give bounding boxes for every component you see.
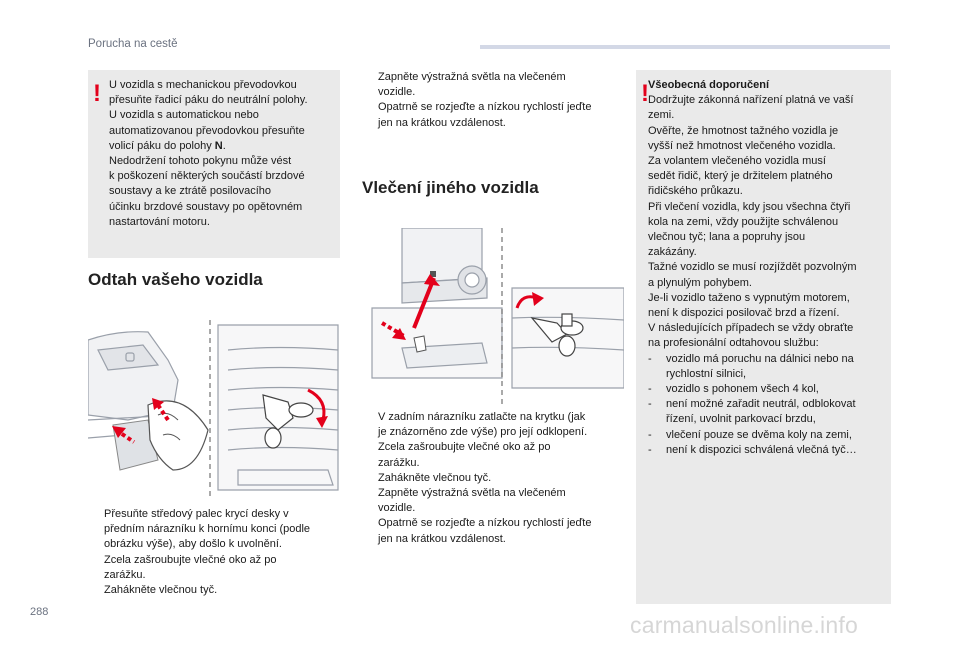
warning-right-line: řidičského průkazu. bbox=[648, 185, 743, 198]
step-line: Zapněte výstražná světla na vlečeném bbox=[378, 487, 566, 500]
step-line: vozidle. bbox=[378, 502, 416, 515]
list-item bbox=[648, 352, 857, 382]
list-item bbox=[648, 397, 857, 427]
rear-bumper-illustration bbox=[362, 228, 624, 406]
step-line: Zahákněte vlečnou tyč. bbox=[104, 584, 218, 597]
warning-right-line: Dodržujte zákonná nařízení platná ve vaší bbox=[648, 94, 854, 107]
dash-bullet: - bbox=[648, 428, 652, 441]
step-line: Zahákněte vlečnou tyč. bbox=[378, 471, 492, 484]
warning-right-title: Všeobecná doporučení bbox=[648, 79, 770, 91]
step-line: předním nárazníku k hornímu konci (podle bbox=[104, 523, 311, 536]
middle-top-steps-list bbox=[362, 70, 624, 131]
warning-left-line: k poškození některých součástí brzdové bbox=[109, 170, 305, 183]
warning-exclamation-icon: ! bbox=[93, 80, 101, 107]
section-title-vleceni: Vlečení jiného vozidla bbox=[362, 178, 539, 197]
list-item bbox=[362, 410, 624, 440]
warning-right-text bbox=[648, 78, 857, 458]
list-item bbox=[648, 382, 857, 397]
warning-right-line: vlečnou tyč; lana a popruhy jsou bbox=[648, 231, 806, 244]
step-line: je znázorněno zde výše) pro její odklopení. bbox=[378, 426, 588, 439]
rear-bumper-svg bbox=[362, 228, 624, 406]
case-line: není možné zařadit neutrál, odblokovat bbox=[666, 398, 856, 411]
warning-left-period: . bbox=[222, 139, 226, 152]
dash-bullet: - bbox=[648, 398, 652, 411]
step-line: zarážku. bbox=[104, 568, 146, 581]
warning-left-line bbox=[109, 139, 308, 154]
warning-right-line: zakázány. bbox=[648, 246, 697, 259]
case-line: není k dispozici schválená vlečná tyč… bbox=[666, 443, 857, 456]
case-line: rychlostní silnici, bbox=[666, 367, 747, 380]
step-line: Přesuňte středový palec krycí desky v bbox=[104, 508, 289, 520]
odtah-steps-list bbox=[88, 507, 340, 598]
warning-right-line: vyšší než hmotnost vlečeného vozidla. bbox=[648, 139, 836, 152]
list-item bbox=[362, 516, 624, 546]
warning-left-line: nastartování motoru. bbox=[109, 215, 210, 228]
warning-left-line: účinku brzdové soustavy po opětovném bbox=[109, 200, 303, 213]
list-item bbox=[362, 471, 624, 486]
header-title: Porucha na cestě bbox=[88, 38, 178, 50]
page-number: 288 bbox=[30, 606, 49, 618]
gear-position-n: N bbox=[214, 139, 223, 152]
list-item bbox=[88, 583, 340, 598]
warning-left-line: U vozidla s automatickou nebo bbox=[109, 109, 259, 122]
dash-bullet: - bbox=[648, 443, 652, 456]
warning-box-right bbox=[636, 70, 891, 604]
step-line: obrázku výše), aby došlo k uvolnění. bbox=[104, 538, 282, 551]
case-line: vozidlo má poruchu na dálnici nebo na bbox=[666, 352, 854, 365]
towing-service-cases-list bbox=[648, 352, 857, 458]
warning-right-line: Je-li vozidlo taženo s vypnutým motorem, bbox=[648, 291, 850, 304]
warning-right-line: není k dispozici posilovač brzd a řízení. bbox=[648, 307, 840, 320]
step-line: jen na krátkou vzdálenost. bbox=[378, 532, 506, 545]
warning-right-line: a plynulým pohybem. bbox=[648, 276, 752, 289]
step-line: Opatrně se rozjeďte a nízkou rychlostí jeďte bbox=[378, 517, 592, 530]
dash-bullet: - bbox=[648, 352, 652, 365]
step-line: vozidle. bbox=[378, 86, 416, 99]
dash-bullet: - bbox=[648, 383, 652, 396]
warning-right-line: Při vlečení vozidla, kdy jsou všechna čtyři bbox=[648, 200, 851, 213]
list-item bbox=[362, 70, 624, 100]
warning-right-line: zemi. bbox=[648, 109, 675, 122]
case-line: vozidlo s pohonem všech 4 kol, bbox=[666, 383, 819, 396]
step-line: zarážku. bbox=[378, 456, 420, 469]
case-line: vlečení pouze se dvěma koly na zemi, bbox=[666, 428, 852, 441]
warning-left-line: přesuňte řadicí páku do neutrální polohy. bbox=[109, 94, 308, 107]
list-item bbox=[362, 440, 624, 470]
warning-right-line: Za volantem vlečeného vozidla musí bbox=[648, 155, 826, 168]
list-item bbox=[362, 486, 624, 516]
warning-left-line: soustavy a ke ztrátě posilovacího bbox=[109, 185, 272, 198]
vleceni-steps-list bbox=[362, 410, 624, 547]
step-line: V zadním nárazníku zatlačte na krytku (jak bbox=[378, 411, 586, 423]
warning-left-line: automatizovanou převodovkou přesuňte bbox=[109, 124, 305, 137]
list-item bbox=[648, 443, 857, 458]
case-line: řízení, uvolnit parkovací brzdu, bbox=[666, 413, 816, 426]
warning-exclamation-icon: ! bbox=[641, 80, 649, 107]
list-item bbox=[88, 553, 340, 583]
warning-right-line: V následujících případech se vždy obraťte bbox=[648, 322, 854, 335]
warning-left-line: U vozidla s mechanickou převodovkou bbox=[109, 79, 297, 91]
front-bumper-illustration bbox=[88, 320, 340, 498]
step-line: Zcela zašroubujte vlečné oko až po bbox=[378, 441, 551, 454]
warning-box-left bbox=[88, 70, 340, 258]
header-bar bbox=[480, 45, 890, 49]
list-item bbox=[88, 507, 340, 553]
step-line: Opatrně se rozjeďte a nízkou rychlostí jeďte bbox=[378, 101, 592, 114]
watermark: carmanualsonline.info bbox=[630, 612, 858, 638]
warning-left-line: Nedodržení tohoto pokynu může vést bbox=[109, 155, 292, 168]
front-bumper-svg bbox=[88, 320, 340, 498]
warning-right-line: Ověřte, že hmotnost tažného vozidla je bbox=[648, 124, 839, 137]
warning-right-line: na profesionální odtahovou službu: bbox=[648, 337, 819, 350]
step-line: Zcela zašroubujte vlečné oko až po bbox=[104, 553, 277, 566]
step-line: jen na krátkou vzdálenost. bbox=[378, 116, 506, 129]
warning-right-line: Tažné vozidlo se musí rozjíždět pozvolným bbox=[648, 261, 857, 274]
warning-right-line: kola na zemi, vždy použijte schválenou bbox=[648, 215, 839, 228]
warning-left-line-text: volicí páku do polohy bbox=[109, 139, 215, 152]
section-title-odtah: Odtah vašeho vozidla bbox=[88, 270, 263, 289]
step-line: Zapněte výstražná světla na vlečeném bbox=[378, 71, 566, 83]
warning-right-line: sedět řidič, který je držitelem platného bbox=[648, 170, 833, 183]
list-item bbox=[362, 100, 624, 130]
warning-left-text bbox=[109, 78, 308, 230]
list-item bbox=[648, 428, 857, 443]
